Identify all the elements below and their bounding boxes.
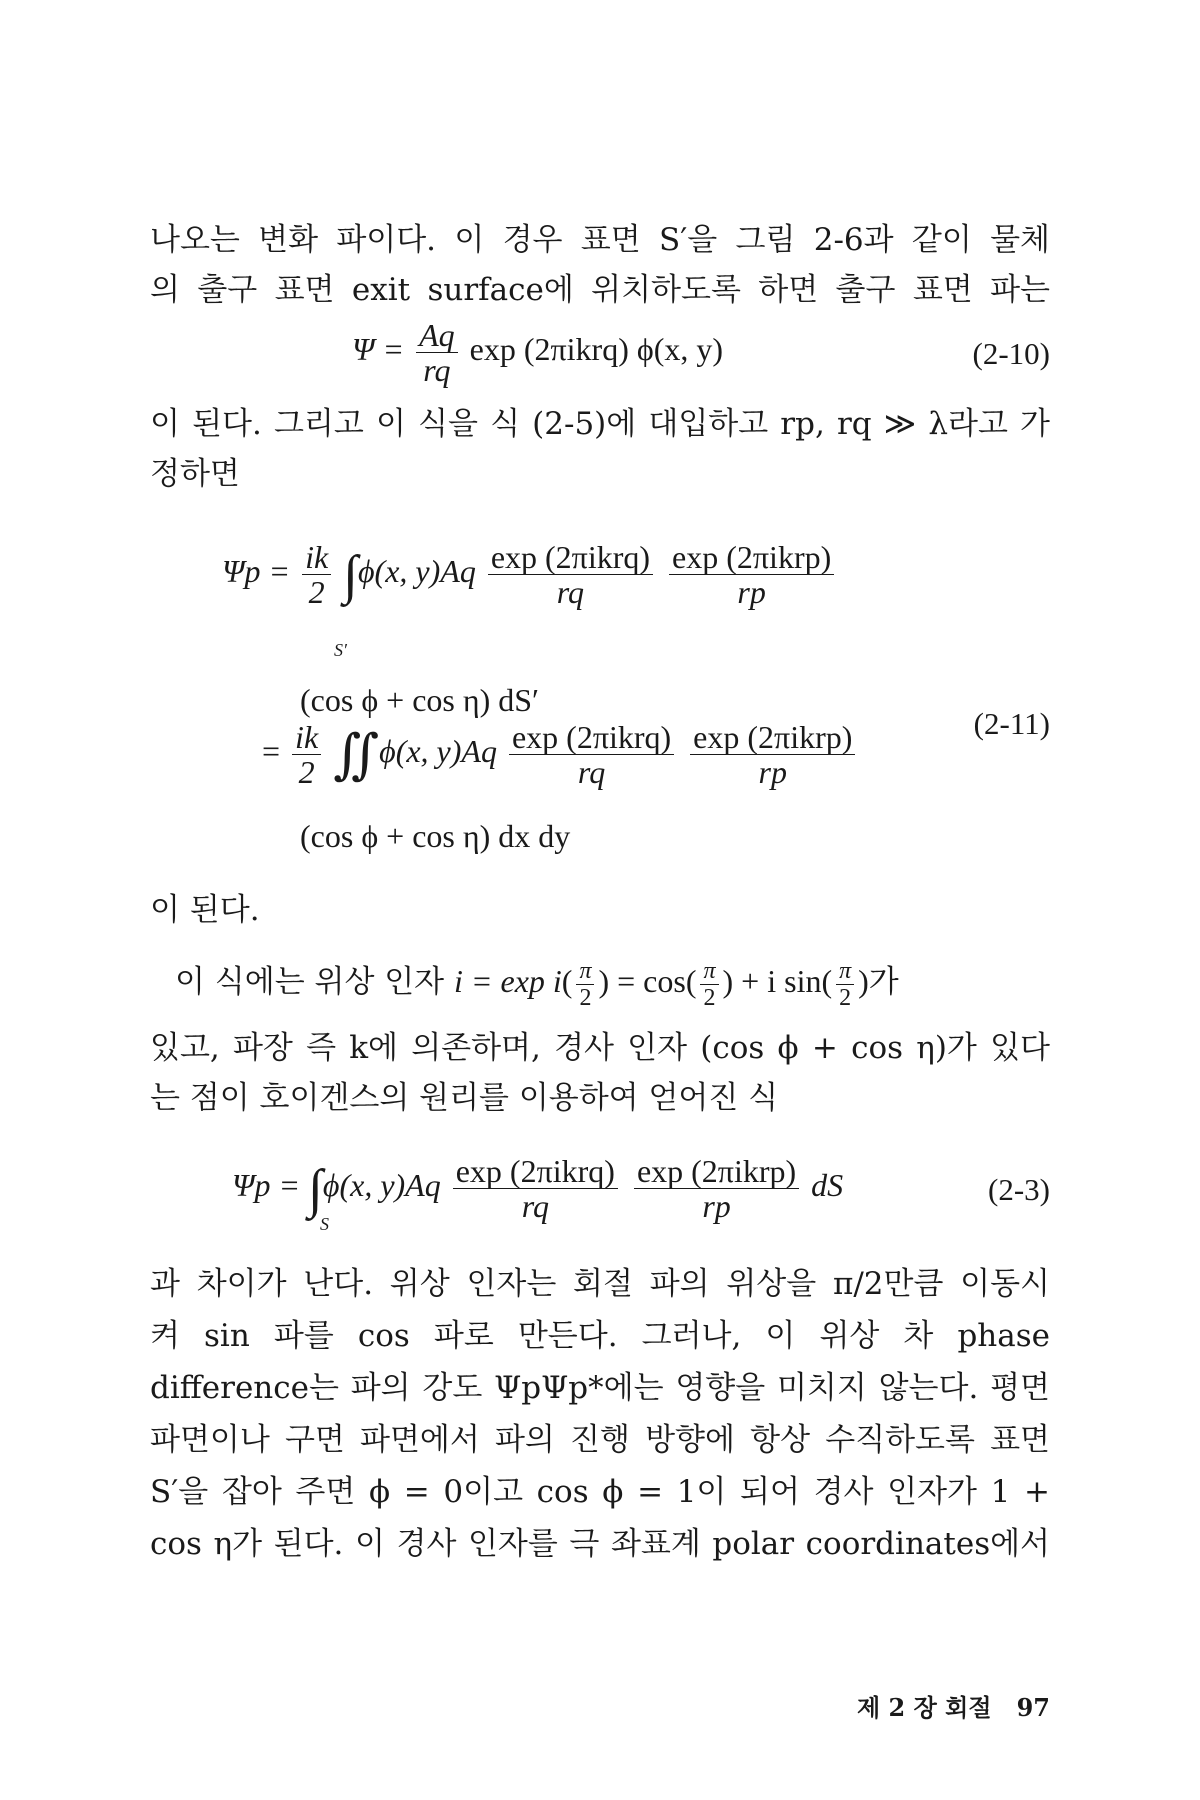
equation-number: (2-11): [973, 706, 1050, 741]
paragraph-line: 의 출구 표면 exit surface에 위치하도록 하면 출구 표면 파는: [150, 272, 1050, 308]
fraction-numerator: exp (2πikrp): [690, 720, 855, 755]
fraction-numerator: exp (2πikrq): [509, 720, 674, 755]
paragraph-line: 이 된다.: [150, 892, 260, 928]
chapter-title: 제 2 장 회절: [857, 1693, 992, 1722]
fraction-denominator: rq: [423, 352, 451, 388]
equation-number: (2-3): [988, 1172, 1050, 1207]
integrand: ϕ(x, y)Aq: [379, 732, 497, 769]
fraction: [669, 540, 834, 609]
fraction-denominator: rq: [556, 574, 585, 610]
text-fragment: 가: [868, 963, 899, 1000]
fraction-numerator: Aq: [416, 318, 458, 353]
paragraph-line: 이 된다. 그리고 이 식을 식 (2-5)에 대입하고 rp, rq ≫ λ라고 가: [150, 406, 1050, 442]
eq-tail: dS: [811, 1166, 844, 1203]
eq-rest: exp (2πikrq) ϕ(x, y): [469, 330, 724, 367]
fraction-denominator: 2: [308, 574, 325, 610]
fraction-denominator: rp: [737, 574, 766, 610]
integral-sign: ∫: [343, 544, 358, 605]
fraction-denominator: 2: [839, 985, 852, 1011]
equation-number: (2-10): [972, 336, 1050, 371]
paragraph-line: 과 차이가 난다. 위상 인자는 회절 파의 위상을 π/2만큼 이동시: [150, 1266, 1050, 1302]
fraction-numerator: ik: [302, 540, 331, 575]
phase-factor-expression: i = exp i( $\frac{\pi}{2}$ ) = cos( $\frac{\pi}{2}$ ) + i sin( $\frac{\pi}{2}$ ): [454, 958, 869, 1011]
fraction-denominator: 2: [703, 985, 716, 1011]
fraction-denominator: 2: [298, 754, 315, 790]
eq-lhs: Ψp =: [232, 1166, 301, 1203]
paragraph-line: 는 점이 호이겐스의 원리를 이용하여 얻어진 식: [150, 1080, 779, 1116]
fraction-numerator: exp (2πikrq): [453, 1154, 618, 1189]
fraction: [634, 1154, 799, 1223]
equation-2-3: [232, 1154, 843, 1223]
math-fragment: = cos: [617, 962, 686, 999]
fraction: [700, 958, 718, 1011]
fraction-denominator: rq: [577, 754, 606, 790]
fraction: [302, 540, 331, 609]
fraction: [690, 720, 855, 789]
equation-2-11-line2: (cos ϕ + cos η) dS′: [300, 682, 540, 718]
fraction-denominator: rp: [758, 754, 787, 790]
double-integral-sign: ∬: [333, 724, 380, 785]
math-fragment: i = exp i: [454, 962, 562, 999]
integral-subscript: S′: [334, 640, 347, 660]
fraction: [509, 720, 674, 789]
page-number: 97: [1016, 1693, 1050, 1722]
fraction-numerator: exp (2πikrp): [634, 1154, 799, 1189]
fraction-numerator: π: [576, 958, 594, 985]
integral-subscript: S: [320, 1214, 329, 1234]
fraction: [576, 958, 594, 1011]
eq-lhs: Ψp =: [222, 552, 291, 589]
equation-2-11-line3: [262, 720, 859, 789]
equation-2-11-line4: (cos ϕ + cos η) dx dy: [300, 818, 571, 854]
fraction: [488, 540, 653, 609]
fraction-numerator: π: [836, 958, 854, 985]
page-footer: [857, 1688, 1050, 1723]
fraction-denominator: rq: [521, 1188, 549, 1224]
equation-2-10: [352, 318, 723, 387]
fraction-denominator: 2: [579, 985, 592, 1011]
integral-sign: ∫: [308, 1158, 323, 1219]
eq-lhs: Ψ =: [352, 330, 405, 367]
fraction-numerator: exp (2πikrq): [488, 540, 653, 575]
fraction-denominator: rp: [702, 1188, 731, 1224]
paragraph-line: 정하면: [150, 456, 240, 492]
paragraph-line: 파면이나 구면 파면에서 파의 진행 방향에 항상 수직하도록 표면: [150, 1422, 1050, 1458]
paragraph-line: 나오는 변화 파이다. 이 경우 표면 S′을 그림 2-6과 같이 물체: [150, 222, 1050, 258]
integrand: ϕ(x, y)Aq: [357, 552, 476, 589]
paragraph-line: 켜 sin 파를 cos 파로 만든다. 그러나, 이 위상 차 phase: [150, 1318, 1050, 1354]
fraction-numerator: π: [700, 958, 718, 985]
paragraph-line-with-math: [175, 958, 1050, 1011]
paragraph-line: 있고, 파장 즉 k에 의존하며, 경사 인자 (cos ϕ + cos η)가 있다: [150, 1030, 1050, 1066]
fraction: [416, 318, 458, 387]
paragraph-line: difference는 파의 강도 ΨpΨp*에는 영향을 미치지 않는다. 평면: [150, 1370, 1050, 1406]
math-fragment: + i sin: [741, 962, 822, 999]
paragraph-line: cos η가 된다. 이 경사 인자를 극 좌표계 polar coordinates에서: [150, 1526, 1050, 1562]
fraction-numerator: ik: [292, 720, 321, 755]
paragraph-line: S′을 잡아 주면 ϕ = 0이고 cos ϕ = 1이 되어 경사 인자가 1 +: [150, 1474, 1050, 1510]
fraction: [292, 720, 321, 789]
fraction: [836, 958, 854, 1011]
fraction-numerator: exp (2πikrp): [669, 540, 834, 575]
equation-2-11-line1: [222, 540, 838, 609]
integrand: ϕ(x, y)Aq: [322, 1166, 441, 1203]
fraction: [453, 1154, 618, 1223]
text-fragment: 이 식에는 위상 인자: [175, 963, 445, 1000]
equals-sign: =: [262, 732, 281, 769]
